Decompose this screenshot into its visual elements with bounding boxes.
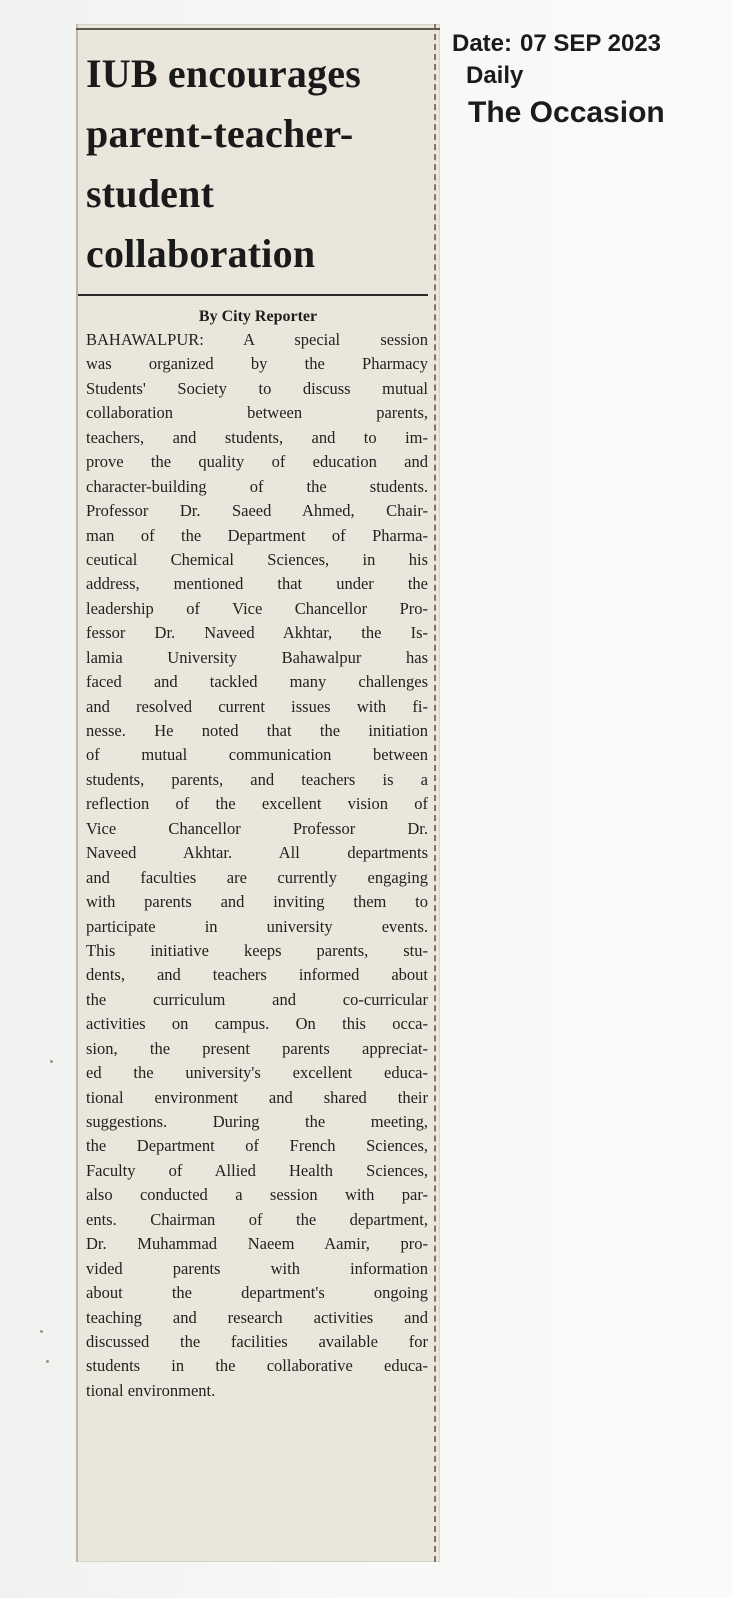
article-body <box>86 328 428 1403</box>
article-body-line: of mutual communication between <box>86 745 428 765</box>
date-value: 07 SEP 2023 <box>520 30 662 57</box>
scan-speck <box>46 1360 49 1363</box>
article-body-line: Students' Society to discuss mutual <box>86 378 428 398</box>
article-body-line: and resolved current issues with fi- <box>86 696 428 716</box>
newspaper-clipping <box>76 24 440 1562</box>
scan-speck <box>50 1060 53 1063</box>
article-body-line: students in the collaborative educa- <box>86 1356 428 1376</box>
article-body-line: participate in university events. <box>86 916 428 936</box>
publication-date <box>452 28 665 60</box>
article-body-line: ed the university's excellent educa- <box>86 1063 428 1083</box>
article-body-line: prove the quality of education and <box>86 452 428 472</box>
publication-frequency: Daily <box>466 62 524 89</box>
article-body-line: ents. Chairman of the department, <box>86 1209 428 1229</box>
column-rule <box>434 24 436 1562</box>
clipping-top-rule <box>76 28 440 30</box>
headline-line: IUB encourages <box>86 51 362 96</box>
article-body-line: with parents and inviting them to <box>86 892 428 912</box>
article-headline <box>86 44 426 284</box>
article-body-line: teachers, and students, and to im- <box>86 427 428 447</box>
article-body-line: activities on campus. On this occa- <box>86 1014 428 1034</box>
article-body-line: and faculties are currently engaging <box>86 867 428 887</box>
article-body-line: This initiative keeps parents, stu- <box>86 940 428 960</box>
scan-speck <box>40 1330 43 1333</box>
article-body-line: about the department's ongoing <box>86 1283 428 1303</box>
article-body-line: BAHAWALPUR: A special session <box>86 330 428 349</box>
clipping-left-edge <box>76 24 78 1562</box>
article-body-line: Professor Dr. Saeed Ahmed, Chair- <box>86 501 428 521</box>
article-body-line: man of the Department of Pharma- <box>86 525 428 545</box>
article-body-line: dents, and teachers informed about <box>86 965 428 985</box>
date-label: Date: <box>452 30 513 57</box>
article-body-line: address, mentioned that under the <box>86 574 428 594</box>
article-body-line: Dr. Muhammad Naeem Aamir, pro- <box>86 1234 428 1254</box>
article-body-line: sion, the present parents appreciat- <box>86 1038 428 1058</box>
article-body-line: faced and tackled many challenges <box>86 672 428 692</box>
article-body-line: tional environment and shared their <box>86 1087 428 1107</box>
article-body-line: leadership of Vice Chancellor Pro- <box>86 598 428 618</box>
headline-line: collaboration <box>86 231 316 276</box>
article-body-line: suggestions. During the meeting, <box>86 1112 428 1131</box>
article-byline: By City Reporter <box>198 308 318 325</box>
article-body-line: the curriculum and co-curricular <box>86 989 428 1009</box>
article-body-line: Faculty of Allied Health Sciences, <box>86 1160 428 1180</box>
article-body-line: ceutical Chemical Sciences, in his <box>86 549 428 569</box>
article-body-line: nesse. He noted that the initiation <box>86 721 428 740</box>
article-body-line: teaching and research activities and <box>86 1307 428 1327</box>
article-body-line: Naveed Akhtar. All departments <box>86 843 428 863</box>
newspaper-name: The Occasion <box>468 96 665 129</box>
article-body-line: also conducted a session with par- <box>86 1185 428 1205</box>
headline-divider <box>78 294 428 296</box>
article-body-line: discussed the facilities available for <box>86 1331 428 1351</box>
article-body-line: students, parents, and teachers is a <box>86 769 428 789</box>
article-body-line: character-building of the students. <box>86 476 428 496</box>
article-body-line: tional environment. <box>86 1380 216 1400</box>
article-body-line: the Department of French Sciences, <box>86 1136 428 1156</box>
article-body-line: reflection of the excellent vision of <box>86 794 428 814</box>
article-body-line: was organized by the Pharmacy <box>86 354 428 374</box>
clipping-meta <box>452 28 665 134</box>
article-body-line: vided parents with information <box>86 1258 428 1278</box>
article-body-line: lamia University Bahawalpur has <box>86 647 428 667</box>
headline-line: parent-teacher- <box>86 111 354 156</box>
article-body-line: fessor Dr. Naveed Akhtar, the Is- <box>86 623 428 643</box>
article-body-line: collaboration between parents, <box>86 403 428 423</box>
headline-line: student <box>86 171 215 216</box>
article-body-line: Vice Chancellor Professor Dr. <box>86 818 428 838</box>
